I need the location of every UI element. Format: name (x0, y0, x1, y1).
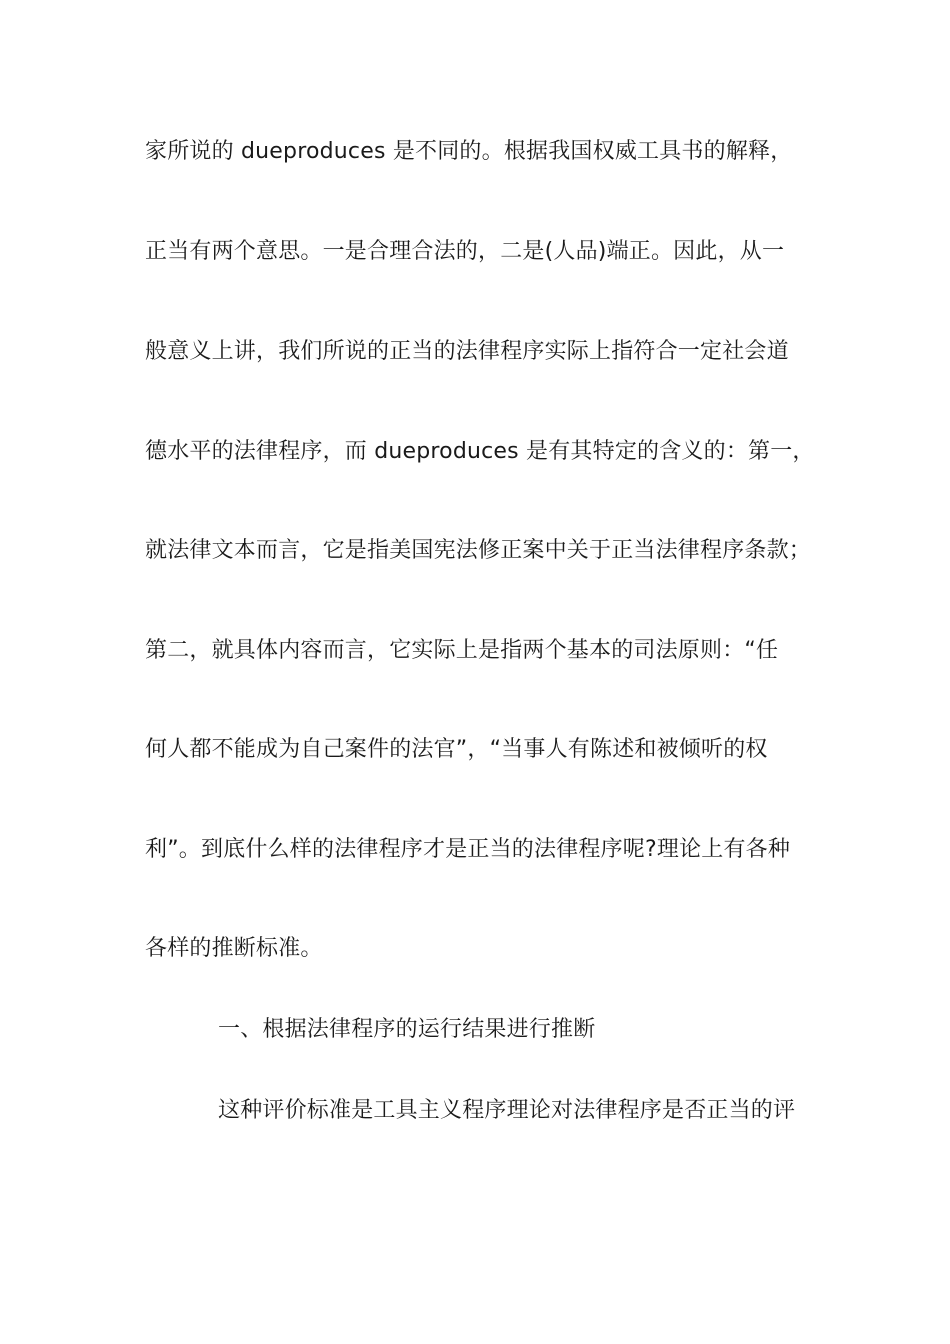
body-text-line: 第二，就具体内容而言，它实际上是指两个基本的司法原则：“任 (145, 638, 779, 663)
body-text-line: 家所说的 dueproduces 是不同的。根据我国权威工具书的解释， (145, 139, 793, 164)
paragraph-first-line: 这种评价标准是工具主义程序理论对法律程序是否正当的评 (218, 1098, 796, 1123)
body-text-line: 般意义上讲，我们所说的正当的法律程序实际上指符合一定社会道 (145, 339, 789, 364)
section-heading: 一、根据法律程序的运行结果进行推断 (218, 1017, 596, 1042)
body-text-line: 何人都不能成为自己案件的法官”，“当事人有陈述和被倾听的权 (145, 737, 768, 762)
body-text-line: 就法律文本而言，它是指美国宪法修正案中关于正当法律程序条款； (145, 538, 812, 563)
body-text-line: 各样的推断标准。 (145, 936, 323, 961)
body-text-line: 利”。到底什么样的法律程序才是正当的法律程序呢?理论上有各种 (145, 837, 791, 862)
body-text-line: 正当有两个意思。一是合理合法的，二是(人品)端正。因此，从一 (145, 239, 785, 264)
body-text-line: 德水平的法律程序，而 dueproduces 是有其特定的含义的：第一， (145, 439, 815, 464)
